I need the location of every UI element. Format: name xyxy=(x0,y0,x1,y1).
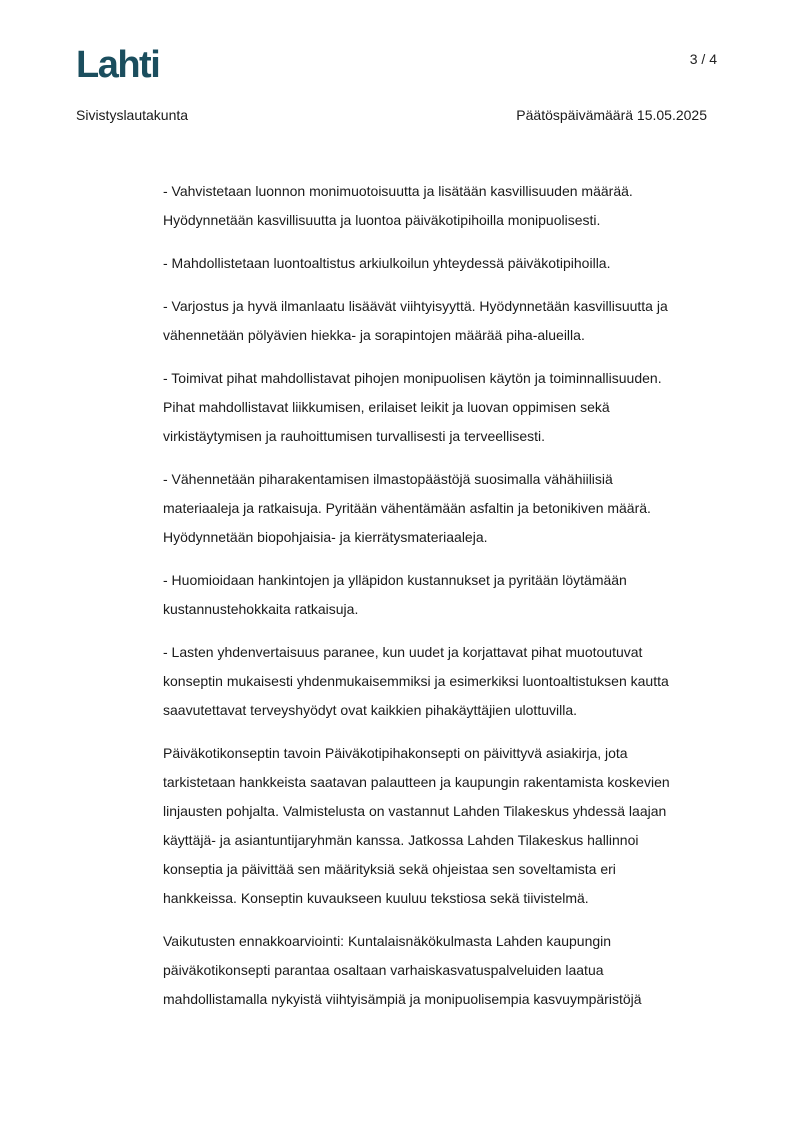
body-paragraph xyxy=(163,739,723,913)
body-paragraph xyxy=(163,927,723,1014)
body-paragraph xyxy=(163,465,723,552)
paragraph-line: - Toimivat pihat mahdollistavat pihojen monipuolisen käytön ja toiminnallisuuden. xyxy=(163,370,662,386)
paragraph-line: materiaaleja ja ratkaisuja. Pyritään vähentämään asfaltin ja betonikiven määrä. xyxy=(163,500,651,516)
paragraph-line: hankkeissa. Konseptin kuvaukseen kuuluu tekstiosa sekä tiivistelmä. xyxy=(163,890,589,906)
paragraph-line: - Varjostus ja hyvä ilmanlaatu lisäävät viihtyisyyttä. Hyödynnetään kasvillisuutta ja xyxy=(163,298,668,314)
paragraph-line: kustannustehokkaita ratkaisuja. xyxy=(163,601,359,617)
paragraph-line: Vaikutusten ennakkoarviointi: Kuntalaisnäkökulmasta Lahden kaupungin xyxy=(163,933,612,949)
page-number: 3 / 4 xyxy=(689,51,717,67)
lahti-logo xyxy=(76,47,168,81)
body-paragraph xyxy=(163,566,723,624)
paragraph-line: tarkistetaan hankkeista saatavan palautteen ja kaupungin rakentamista koskevien xyxy=(163,774,670,790)
paragraph-line: - Huomioidaan hankintojen ja ylläpidon kustannukset ja pyritään löytämään xyxy=(163,572,627,588)
paragraph-line: Pihat mahdollistavat liikkumisen, erilaiset leikit ja luovan oppimisen sekä xyxy=(163,399,610,415)
paragraph-line: linjausten pohjalta. Valmistelusta on vastannut Lahden Tilakeskus yhdessä laajan xyxy=(163,803,667,819)
paragraph-line: päiväkotikonsepti parantaa osaltaan varhaiskasvatuspalveluiden laatua xyxy=(163,962,604,978)
body-paragraph xyxy=(163,292,723,350)
body-paragraph xyxy=(163,364,723,451)
organization-name: Sivistyslautakunta xyxy=(76,107,189,123)
paragraph-line: Päiväkotikonseptin tavoin Päiväkotipihakonsepti on päivittyvä asiakirja, jota xyxy=(163,745,628,761)
paragraph-line: konseptia ja päivittää sen määrityksiä sekä ohjeistaa sen soveltamista eri xyxy=(163,861,616,877)
decision-date: Päätöspäivämäärä 15.05.2025 xyxy=(516,107,707,123)
paragraph-line: virkistäytymisen ja rauhoittumisen turvallisesti ja terveellisesti. xyxy=(163,428,546,444)
paragraph-line: vähennetään pölyävien hiekka- ja sorapintojen määrää piha-alueilla. xyxy=(163,327,585,343)
paragraph-line: Hyödynnetään biopohjaisia- ja kierrätysmateriaaleja. xyxy=(163,529,488,545)
document-body xyxy=(163,177,723,1028)
paragraph-line: käyttäjä- ja asiantuntijaryhmän kanssa. Jatkossa Lahden Tilakeskus hallinnoi xyxy=(163,832,639,848)
paragraph-line: saavutettavat terveyshyödyt ovat kaikkien pihakäyttäjien ulottuvilla. xyxy=(163,702,578,718)
paragraph-line: - Lasten yhdenvertaisuus paranee, kun uudet ja korjattavat pihat muotoutuvat xyxy=(163,644,643,660)
paragraph-line: - Mahdollistetaan luontoaltistus arkiulkoilun yhteydessä päiväkotipihoilla. xyxy=(163,255,611,271)
body-paragraph xyxy=(163,638,723,725)
body-paragraph xyxy=(163,249,723,278)
logo-text: Lahti xyxy=(76,47,160,81)
body-paragraph xyxy=(163,177,723,235)
paragraph-line: - Vähennetään piharakentamisen ilmastopäästöjä suosimalla vähähiilisiä xyxy=(163,471,613,487)
paragraph-line: - Vahvistetaan luonnon monimuotoisuutta ja lisätään kasvillisuuden määrää. xyxy=(163,183,633,199)
paragraph-line: konseptin mukaisesti yhdenmukaisemmiksi ja esimerkiksi luontoaltistuksen kautta xyxy=(163,673,669,689)
paragraph-line: Hyödynnetään kasvillisuutta ja luontoa päiväkotipihoilla monipuolisesti. xyxy=(163,212,601,228)
paragraph-line: mahdollistamalla nykyistä viihtyisämpiä ja monipuolisempia kasvuympäristöjä xyxy=(163,991,642,1007)
